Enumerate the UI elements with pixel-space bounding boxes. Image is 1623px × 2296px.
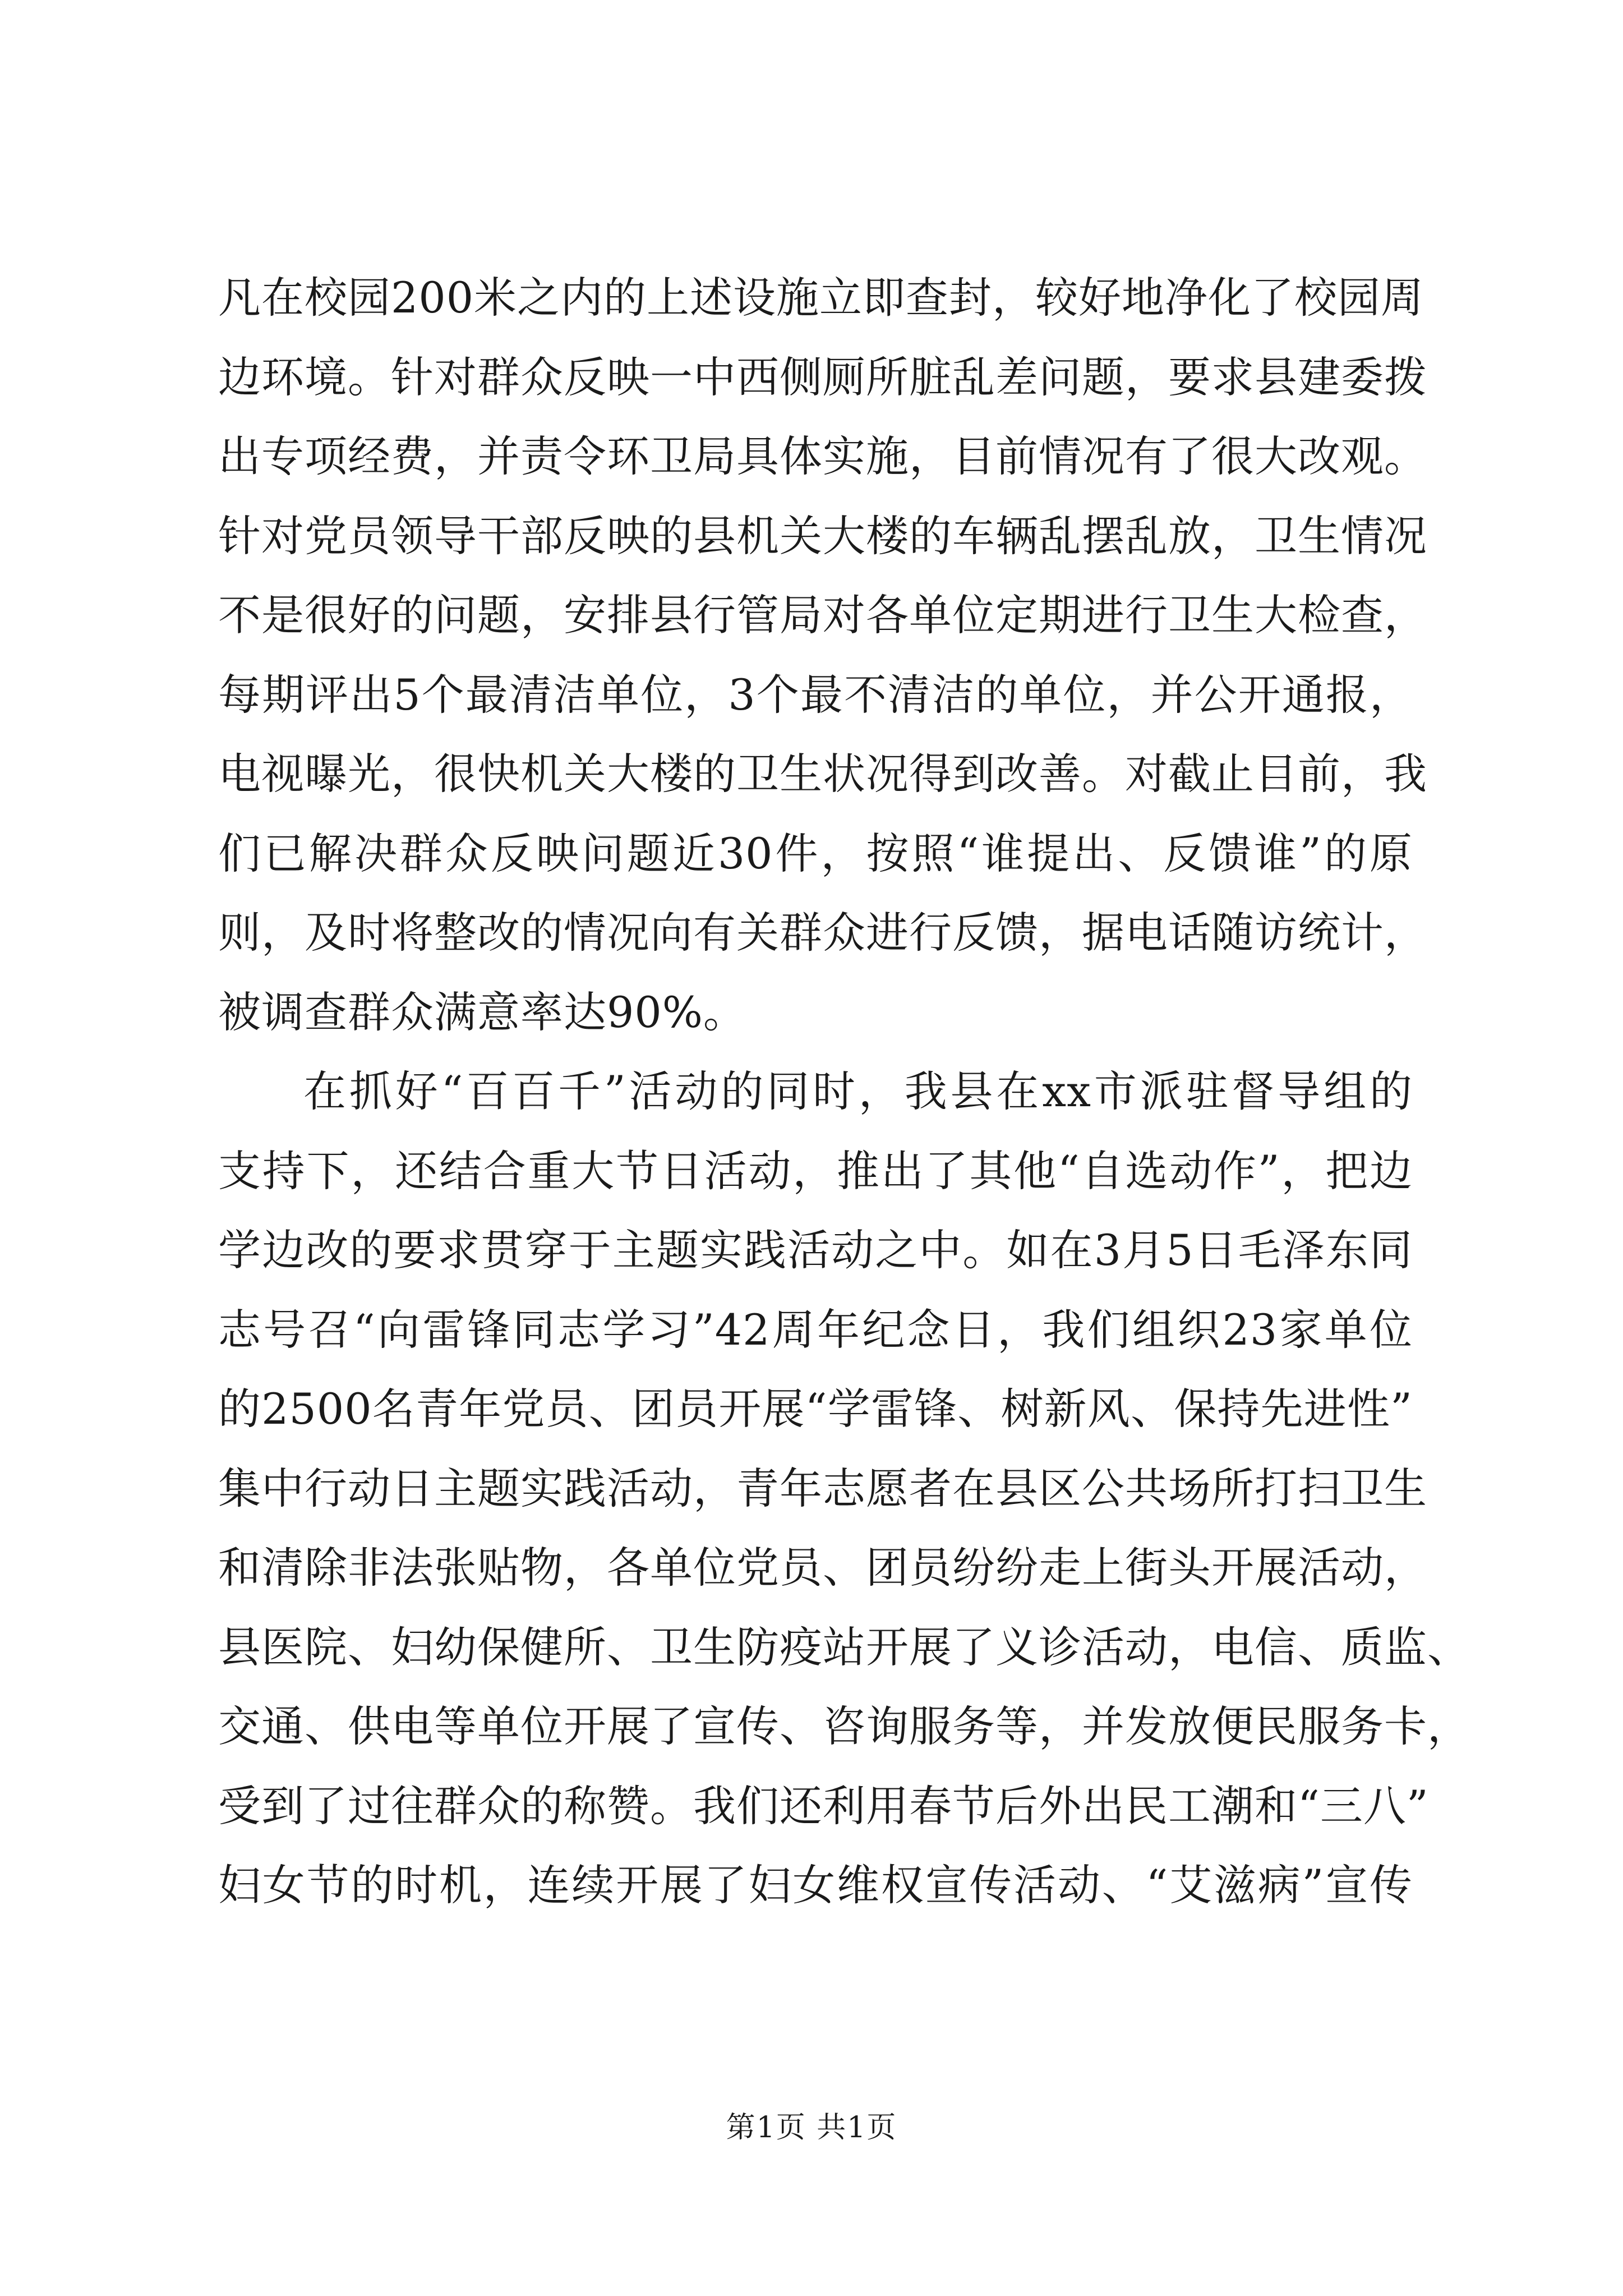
text-line: 电视曝光，很快机关大楼的卫生状况得到改善。对截止目前，我 — [218, 749, 1427, 799]
text-line: 支持下，还结合重大节日活动，推出了其他“自选动作”，把边 — [218, 1145, 1413, 1196]
page-number-label: 第1页 共1页 — [726, 2111, 897, 2145]
page-footer — [0, 2108, 1623, 2147]
body-text — [218, 258, 1470, 1925]
text-line: 凡在校园200米之内的上述设施立即查封，较好地净化了校园周 — [218, 273, 1424, 323]
text-line: 学边改的要求贯穿于主题实践活动之中。如在3月5日毛泽东同 — [218, 1225, 1413, 1275]
text-line: 针对党员领导干部反映的县机关大楼的车辆乱摆乱放，卫生情况 — [218, 510, 1427, 561]
text-line: 则，及时将整改的情况向有关群众进行反馈，据电话随访统计， — [218, 908, 1427, 958]
text-line: 出专项经费，并责令环卫局具体实施，目前情况有了很大改观。 — [218, 431, 1427, 481]
text-line: 受到了过往群众的称赞。我们还利用春节后外出民工潮和“三八” — [218, 1780, 1429, 1831]
text-line: 们已解决群众反映问题近30件，按照“谁提出、反馈谁”的原 — [218, 828, 1413, 878]
text-line: 不是很好的问题，安排县行管局对各单位定期进行卫生大检查， — [218, 590, 1427, 640]
text-line: 和清除非法张贴物，各单位党员、团员纷纷走上街头开展活动， — [218, 1543, 1427, 1593]
text-line: 妇女节的时机，连续开展了妇女维权宣传活动、“艾滋病”宣传 — [218, 1860, 1413, 1910]
text-line: 集中行动日主题实践活动，青年志愿者在县区公共场所打扫卫生 — [218, 1463, 1427, 1513]
text-line: 志号召“向雷锋同志学习”42周年纪念日，我们组织23家单位 — [218, 1304, 1413, 1355]
text-line: 被调查群众满意率达90%。 — [218, 987, 746, 1037]
text-line-paragraph-start: 在抓好“百百千”活动的同时，我县在xx市派驻督导组的 — [303, 1066, 1413, 1116]
text-line: 县医院、妇幼保健所、卫生防疫站开展了义诊活动，电信、质监、 — [218, 1622, 1470, 1672]
text-line: 交通、供电等单位开展了宣传、咨询服务等，并发放便民服务卡， — [218, 1701, 1470, 1751]
text-line: 边环境。针对群众反映一中西侧厕所脏乱差问题，要求县建委拨 — [218, 352, 1427, 402]
text-line: 每期评出5个最清洁单位，3个最不清洁的单位，并公开通报， — [218, 669, 1413, 720]
text-line: 的2500名青年党员、团员开展“学雷锋、树新风、保持先进性” — [218, 1384, 1413, 1434]
